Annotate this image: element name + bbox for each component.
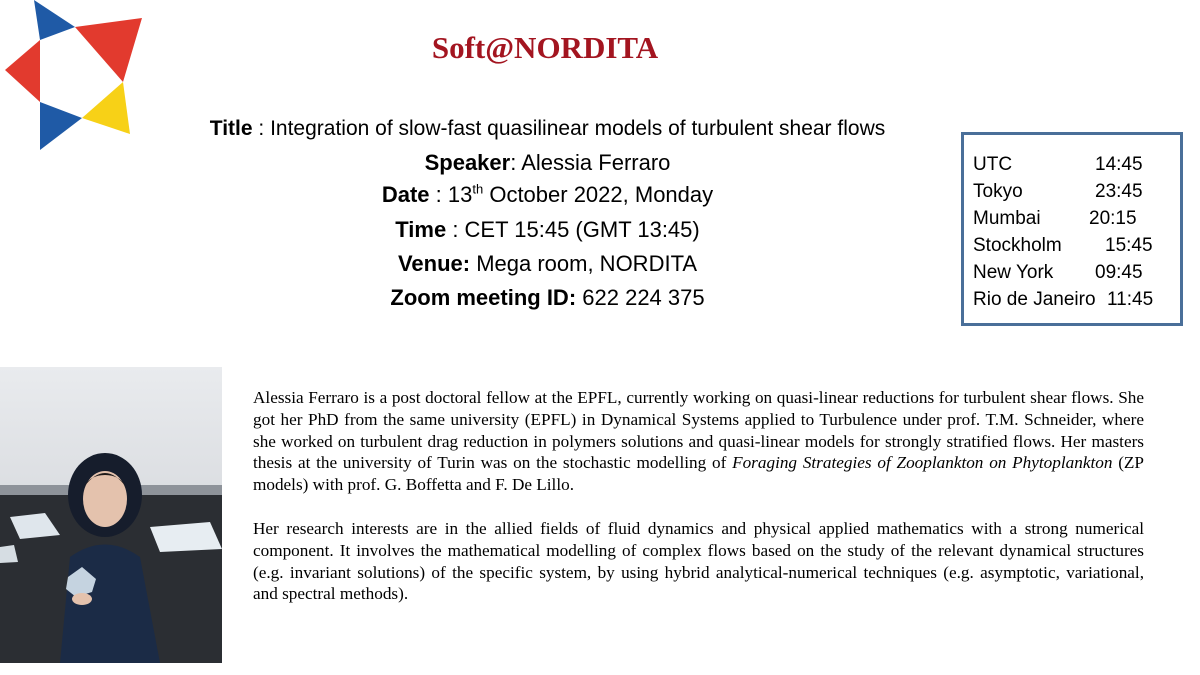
- speaker-separator: :: [510, 150, 522, 175]
- tz-city: Mumbai: [973, 208, 1041, 229]
- timezone-row: [973, 205, 1180, 232]
- logo-blue-bottom: [40, 102, 82, 150]
- nordita-logo: [0, 0, 150, 150]
- tz-time: 20:15: [1089, 208, 1137, 229]
- bio-text: Alessia Ferraro is a post doctoral fellow at the EPFL, currently working on quasi-linear reductions for turbulent shear flows. She got her PhD from the same university (EPFL) in Dynamical Systems applied to Turbulence under prof. T.M. Schneider, where she worked on turbulent drag reduction in polymers solutions and quasi-linear models for strongly stratified flows. Her masters thesis at the university of Turin was on the stochastic modelling of: [253, 388, 1144, 473]
- talk-title: [150, 112, 945, 145]
- logo-blue-top: [34, 0, 75, 40]
- talk-date: [150, 178, 945, 211]
- speaker-value: Alessia Ferraro: [521, 150, 671, 175]
- date-label: Date: [381, 182, 430, 207]
- tz-time: 11:45: [1107, 289, 1154, 310]
- title-value: Integration of slow-fast quasilinear models of turbulent shear flows: [270, 117, 886, 140]
- timezone-row: [973, 178, 1180, 205]
- title-separator: :: [252, 117, 271, 140]
- tz-time: 15:45: [1105, 235, 1153, 256]
- talk-time: [150, 213, 945, 246]
- timezone-row: [973, 286, 1180, 313]
- timezone-row: [973, 151, 1180, 178]
- talk-speaker: [150, 146, 945, 179]
- venue-label: Venue:: [397, 251, 471, 276]
- date-day: 13: [447, 182, 473, 207]
- tz-city: Tokyo: [973, 181, 1023, 202]
- tz-city: Stockholm: [973, 235, 1062, 256]
- time-value: CET 15:45 (GMT 13:45): [464, 217, 700, 242]
- date-separator: :: [429, 182, 448, 207]
- timezone-box: [961, 132, 1183, 326]
- talk-venue: [150, 247, 945, 280]
- bio-paragraph: [253, 387, 1144, 496]
- timezone-row: [973, 259, 1180, 286]
- tz-time: 23:45: [1095, 181, 1143, 202]
- title-label: Title: [209, 117, 253, 140]
- date-rest: October 2022, Monday: [483, 182, 714, 207]
- tz-time: 09:45: [1095, 262, 1143, 283]
- time-label: Time: [395, 217, 447, 242]
- page-title: Soft@NORDITA: [431, 30, 659, 65]
- bio-italic-text: Foraging Strategies of Zooplankton on Phytoplankton: [732, 453, 1113, 473]
- logo-yellow-bottom: [82, 82, 130, 134]
- time-separator: :: [446, 217, 465, 242]
- speaker-photo: [0, 367, 222, 663]
- speaker-bio: [253, 387, 1144, 627]
- zoom-label: Zoom meeting ID:: [390, 285, 577, 310]
- zoom-value: 622 224 375: [576, 285, 705, 310]
- date-suffix: th: [472, 181, 484, 197]
- bio-text: (ZP models) with prof. G. Boffetta and F. De Lillo.: [253, 453, 1144, 495]
- timezone-row: [973, 232, 1180, 259]
- talk-zoom: [150, 281, 945, 314]
- venue-value: Mega room, NORDITA: [470, 251, 698, 276]
- logo-red-left: [5, 40, 40, 102]
- logo-red-right: [75, 18, 142, 82]
- tz-city: Rio de Janeiro: [973, 289, 1096, 310]
- tz-city: UTC: [973, 154, 1013, 175]
- tz-time: 14:45: [1095, 154, 1143, 175]
- speaker-label: Speaker: [424, 150, 511, 175]
- tz-city: New York: [973, 262, 1054, 283]
- bio-paragraph: Her research interests are in the allied fields of fluid dynamics and physical applied mathematics with a strong numerical component. It involves the mathematical modelling of complex flows based on the study of the relevant dynamical structures (e.g. invariant solutions) of the specific system, by using hybrid analytical-numerical techniques (e.g. asymptotic, variational, and spectral methods).: [253, 518, 1144, 604]
